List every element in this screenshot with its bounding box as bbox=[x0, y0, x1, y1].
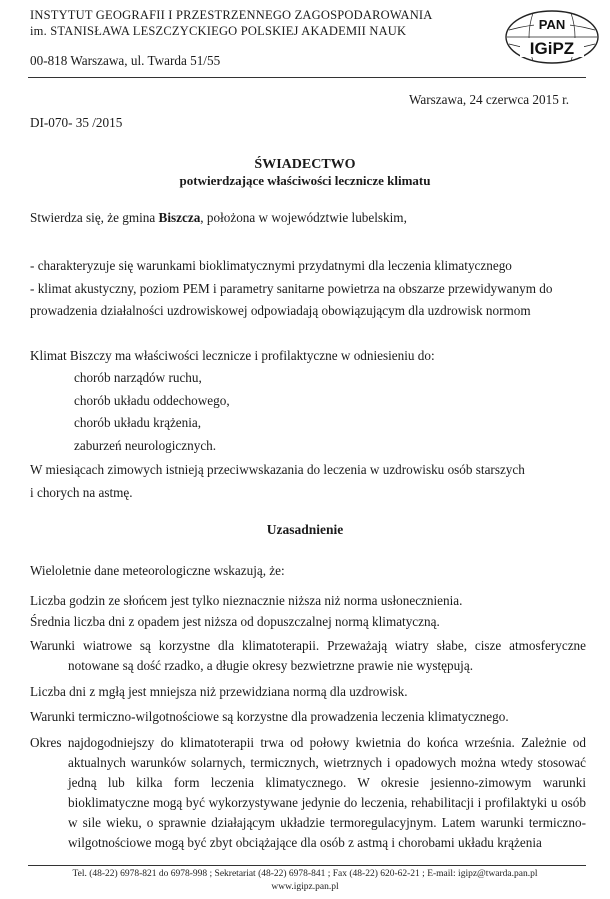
finding-item-2-line2: prowadzenia działalności uzdrowiskowej odpowiadają obowiązującym dla uzdrowisk normom bbox=[30, 303, 531, 318]
justification-heading: Uzasadnienie bbox=[266, 522, 344, 537]
justification-paragraph-season-line: Okres najdogodniejszy do klimatoterapii trwa od połowy kwietnia do końca września. Zależnie od bbox=[30, 735, 586, 750]
justification-paragraph-season-line: wilgotnościowe mogą być zbyt obciążające dla osób z astmą i chorobami układu krążenia bbox=[68, 835, 542, 850]
contraindication-line2: i chorych na astmę. bbox=[30, 485, 133, 500]
contraindication-line1: W miesiącach zimowych istnieją przeciwwskazania do leczenia w uzdrowisku osób starszych bbox=[30, 462, 525, 477]
justification-paragraph-season-line: jedną lub kilka form leczenia klimatycznego. W okresie jesienno-zimowym warunki bbox=[68, 775, 586, 790]
justification-lead: Wieloletnie dane meteorologiczne wskazują, że: bbox=[30, 563, 285, 578]
justification-paragraph-sunshine: Liczba godzin ze słońcem jest tylko nieznacznie niższa niż norma usłonecznienia. bbox=[30, 593, 463, 608]
pan-igipz-logo bbox=[503, 8, 601, 66]
logo-text-top: PAN bbox=[538, 17, 566, 32]
disease-item: chorób układu oddechowego, bbox=[74, 393, 230, 408]
intro-prefix: Stwierdza się, że gmina bbox=[30, 210, 159, 225]
document-subtitle: potwierdzające właściwości lecznicze klimatu bbox=[179, 173, 431, 188]
justification-paragraph-wind-line2: notowane są dość rzadko, a długie okresy bezwietrzne prawie nie występują. bbox=[68, 658, 474, 673]
disease-item: chorób narządów ruchu, bbox=[74, 370, 202, 385]
institute-name-line1: INSTYTUT GEOGRAFII I PRZESTRZENNEGO ZAGOSPODAROWANIA bbox=[30, 8, 433, 22]
intro-statement bbox=[30, 210, 407, 226]
document-date: Warszawa, 24 czerwca 2015 r. bbox=[409, 92, 570, 107]
institute-address: 00-818 Warszawa, ul. Twarda 51/55 bbox=[30, 53, 221, 68]
justification-paragraph-season-line: bioklimatyczne mogą być wykorzystywane jedynie do leczenia, rehabilitacji i profilaktyki u osób bbox=[68, 795, 586, 810]
justification-paragraph-season-line: aktualnych warunków solarnych, termicznych, wietrznych i opadowych można wtedy stosować bbox=[68, 755, 586, 770]
justification-paragraph-precipitation: Średnia liczba dni z opadem jest niższa od dopuszczalnej normą klimatyczną. bbox=[30, 614, 440, 629]
header-divider bbox=[28, 77, 586, 78]
intro-suffix: , położona w województwie lubelskim, bbox=[200, 210, 407, 225]
document-title: ŚWIADECTWO bbox=[254, 157, 356, 172]
justification-paragraph-wind-line1: Warunki wiatrowe są korzystne dla klimatoterapii. Przeważają wiatry słabe, ciszе atmosferyczne bbox=[30, 638, 586, 653]
institute-name-line2: im. STANISŁAWA LESZCZYCKIEGO POLSKIEJ AKADEMII NAUK bbox=[30, 24, 407, 38]
properties-intro: Klimat Biszczy ma właściwości lecznicze i profilaktyczne w odniesieniu do: bbox=[30, 348, 435, 363]
footer-divider bbox=[28, 865, 586, 866]
document-reference: DI-070- 35 /2015 bbox=[30, 115, 123, 130]
disease-item: zaburzeń neurologicznych. bbox=[74, 438, 217, 453]
logo-text-bottom: IGiPZ bbox=[529, 39, 575, 58]
finding-item-1: - charakteryzuje się warunkami bioklimatycznymi przydatnymi dla leczenia klimatycznego bbox=[30, 258, 512, 273]
justification-paragraph-fog: Liczba dni z mgłą jest mniejsza niż przewidziana normą dla uzdrowisk. bbox=[30, 684, 408, 699]
municipality-name: Biszcza bbox=[158, 210, 201, 225]
justification-paragraph-season-line: w sile wieku, o sprawnie działającym układzie termoregulacyjnym. Latem warunki termiczno- bbox=[68, 815, 586, 830]
footer-contact: Tel. (48-22) 6978-821 do 6978-998 ; Sekretariat (48-22) 6978-841 ; Fax (48-22) 620-62-21 ; E-mail: igipz@twarda.pan.pl bbox=[72, 869, 538, 879]
justification-paragraph-thermal: Warunki termiczno-wilgotnościowe są korzystne dla prowadzenia leczenia klimatycznego. bbox=[30, 709, 509, 724]
finding-item-2-line1: - klimat akustyczny, poziom PEM i parametry sanitarne powietrza na obszarze przewidywanym do bbox=[30, 281, 553, 296]
footer-website: www.igipz.pan.pl bbox=[271, 882, 339, 892]
disease-item: chorób układu krążenia, bbox=[74, 415, 202, 430]
